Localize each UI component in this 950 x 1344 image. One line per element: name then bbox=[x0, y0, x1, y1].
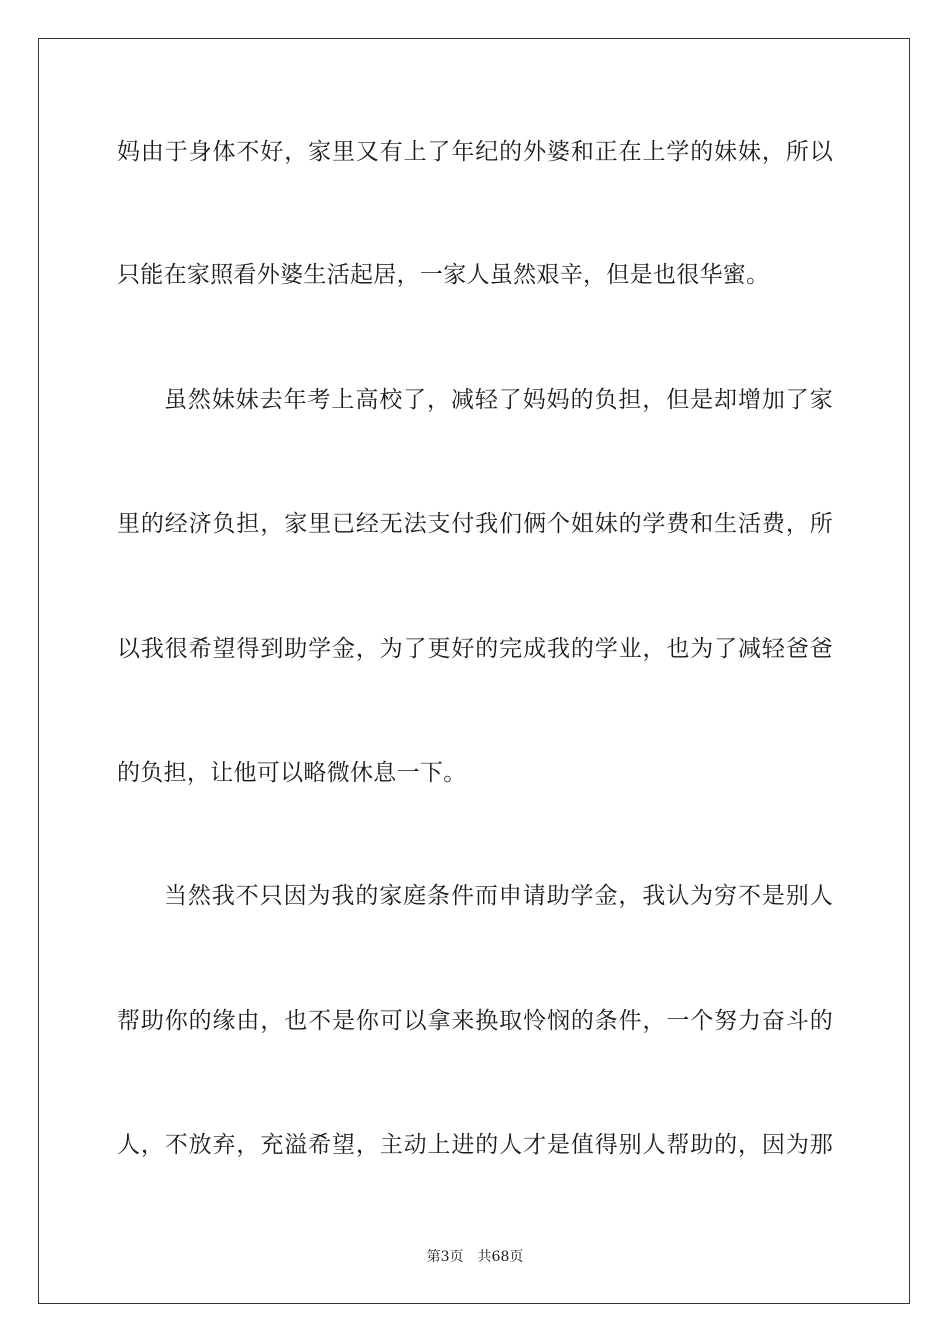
body-text-line: 妈由于身体不好，家里又有上了年纪的外婆和正在上学的妹妹，所以 bbox=[117, 139, 833, 165]
paragraph-first-line: 虽然妹妹去年考上高校了，减轻了妈妈的负担，但是却增加了家 bbox=[164, 387, 833, 413]
total-pages-label: 共68页 bbox=[477, 1249, 524, 1265]
body-text-line: 帮助你的缘由，也不是你可以拿来换取怜悯的条件，一个努力奋斗的 bbox=[117, 1008, 833, 1034]
body-text-line: 人，不放弃，充溢希望，主动上进的人才是值得别人帮助的，因为那 bbox=[117, 1132, 833, 1158]
paragraph-first-line: 当然我不只因为我的家庭条件而申请助学金，我认为穷不是别人 bbox=[164, 883, 833, 909]
body-text-line: 里的经济负担，家里已经无法支付我们俩个姐妹的学费和生活费，所 bbox=[117, 511, 833, 537]
body-text-line: 的负担，让他可以略微休息一下。 bbox=[117, 760, 467, 786]
current-page-label: 第3页 bbox=[426, 1249, 464, 1265]
body-text-line: 以我很希望得到助学金，为了更好的完成我的学业，也为了减轻爸爸 bbox=[117, 636, 833, 662]
page-border bbox=[38, 38, 910, 1304]
page-footer bbox=[0, 1248, 950, 1266]
body-text-line: 只能在家照看外婆生活起居，一家人虽然艰辛，但是也很华蜜。 bbox=[117, 262, 770, 288]
